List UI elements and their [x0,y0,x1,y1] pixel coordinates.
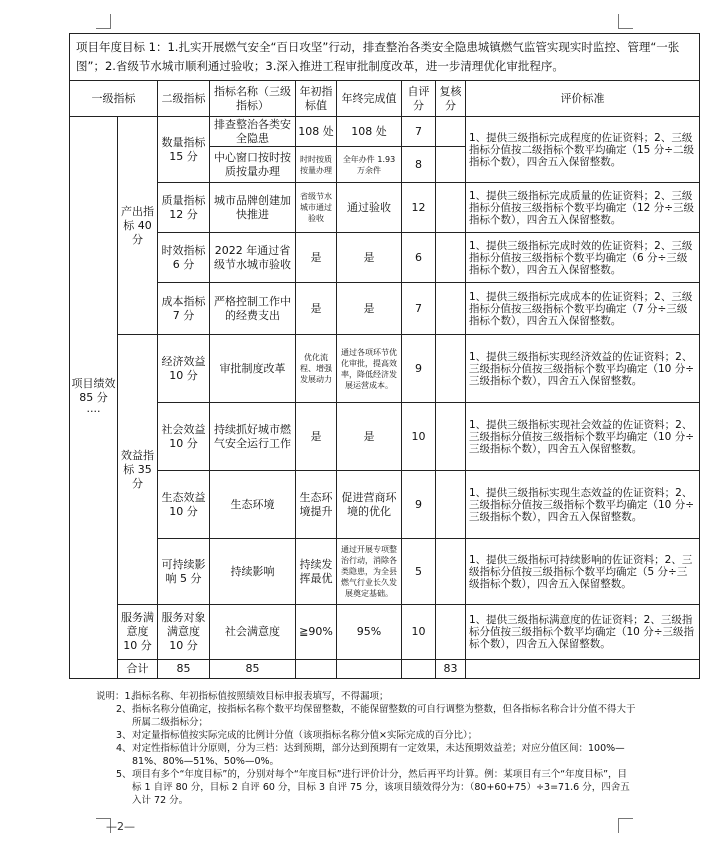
final-value: 95% [337,605,402,660]
level3-name: 社会满意度 [210,605,296,660]
level2-sustainable: 可持续影响 5 分 [158,539,210,605]
note-item: 2、 指标名称分值确定，按指标名称个数平均保留整数，不能保留整数的可自行调整为整数，但各指标名称合计分值不得大于所属二级指标分； [116,704,636,728]
initial-value: 省级节水城市通过验收 [296,183,337,233]
final-value: 全年办件 1.93 万余件 [337,147,402,183]
initial-value: 生态环境提升 [296,471,337,539]
self-score: 10 [402,605,436,660]
note-item: 3、 对定量指标值按实际完成的比例计分值（该项指标名称分值×实际完成的百分比）； [116,730,478,741]
level2-timeliness: 时效指标 6 分 [158,233,210,283]
final-value: 是 [337,403,402,471]
evaluation-standard: 1、提供三级指标实现经济效益的佐证资料；2、三级指标分值按三级指标个数平均确定（10 分÷三级指标个数），四舍五入保留整数。 [466,335,700,403]
performance-table [69,33,700,679]
total-final [402,660,436,679]
level3-name: 持续影响 [210,539,296,605]
initial-value: 是 [296,283,337,335]
header-level1: 一级指标 [70,81,158,117]
total-self-score: 83 [436,660,466,679]
final-value: 通过各项环节优化审批，提高效率，降低经济发展运营成本。 [337,335,402,403]
review-score [436,183,466,233]
total-level1: 85 [158,660,210,679]
initial-value: 是 [296,403,337,471]
self-score: 10 [402,403,436,471]
final-value: 促进营商环境的优化 [337,471,402,539]
initial-value: 108 处 [296,117,337,147]
self-score: 8 [402,147,436,183]
level2-quality: 质量指标 12 分 [158,183,210,233]
evaluation-standard: 1、提供三级指标完成质量的佐证资料；2、三级指标分值按三级指标个数平均确定（12 分÷三级指标个数），四舍五入保留整数。 [466,183,700,233]
review-score [436,403,466,471]
crop-mark-bottom-right [618,818,633,833]
evaluation-standard: 1、提供三级指标实现生态效益的佐证资料；2、三级指标分值按三级指标个数平均确定（10 分÷三级指标个数），四舍五入保留整数。 [466,471,700,539]
header-self-score: 自评分 [402,81,436,117]
level3-name: 2022 年通过省级节水城市验收 [210,233,296,283]
level3-name: 城市品牌创建加快推进 [210,183,296,233]
level2-cost: 成本指标 7 分 [158,283,210,335]
notes-section [96,690,636,807]
initial-value: ≧90% [296,605,337,660]
level2-ecological: 生态效益 10 分 [158,471,210,539]
final-value: 108 处 [337,117,402,147]
evaluation-standard: 1、提供三级指标完成程度的佐证资料；2、三级指标分值按二级指标个数平均确定（15 分÷二级指标个数），四舍五入保留整数。 [466,117,700,183]
self-score: 7 [402,117,436,147]
initial-value: 是 [296,233,337,283]
review-score [436,605,466,660]
year-goal: 项目年度目标 1：1.扎实开展燃气安全“百日攻坚”行动，排查整治各类安全隐患城镇燃气监管实现实时监控、管理“一张图”；2.省级节水城市顺利通过验收；3.深入推进工程审批制度改革，进一步清理优化审批程序。 [70,34,700,81]
level1-output: 产出指标 40 分 [118,117,158,335]
evaluation-standard: 1、提供三级指标完成成本的佐证资料；2、三级指标分值按三级指标个数平均确定（7 分÷三级指标个数），四舍五入保留整数。 [466,283,700,335]
review-score [436,233,466,283]
header-final: 年终完成值 [337,81,402,117]
final-value: 通过开展专项整治行动，消除各类隐患，为全县燃气行业长久发展奠定基础。 [337,539,402,605]
final-value: 通过验收 [337,183,402,233]
note-item: 4、 对定性指标值计分原则，分为三档：达到预期，部分达到预期有一定效果，未达预期效益差；对应分值区间：100%—81%、80%—51%、50%—0%。 [116,743,625,767]
evaluation-standard: 1、提供三级指标可持续影响的佐证资料；2、三级指标分值按三级指标个数平均确定（5 分÷三级指标个数），四舍五入保留整数。 [466,539,700,605]
level1-satisfaction: 服务满意度 10 分 [118,605,158,660]
initial-value: 持续发挥最优 [296,539,337,605]
level2-quantity: 数量指标 15 分 [158,117,210,183]
evaluation-standard: 1、提供三级指标完成时效的佐证资料；2、三级指标分值按三级指标个数平均确定（6 分÷三级指标个数），四舍五入保留整数。 [466,233,700,283]
group-project-performance: 项目绩效 85 分 ···· [70,117,118,679]
header-standard: 评价标准 [466,81,700,117]
note-item: 5、 项目有多个“年度目标”的，分别对每个“年度目标”进行评价计分，然后再平均计算。例：某项目有三个“年度目标”，目标 1 自评 80 分，目标 2 自评 60 分，目标 3 自评 75 分，该项目绩效得分为：（80+60+75）÷3=71.6 分，四舍五入计 72 分。 [116,769,630,806]
level2-economic: 经济效益 10 分 [158,335,210,403]
header-level2: 二级指标 [158,81,210,117]
header-initial: 年初指标值 [296,81,337,117]
page-number: —2— [106,820,135,833]
review-score [436,117,466,147]
evaluation-standard: 1、提供三级指标实现社会效益的佐证资料；2、三级指标分值按三级指标个数平均确定（10 分÷三级指标个数），四舍五入保留整数。 [466,403,700,471]
note-item: 说明：1、 指标名称、年初指标值按照绩效目标申报表填写，不得漏项； [96,691,389,702]
evaluation-standard: 1、提供三级指标满意度的佐证资料；2、三级指标分值按三级指标个数平均确定（10 分÷三级指标个数），四舍五入保留整数。 [466,605,700,660]
total-label: 合计 [118,660,158,679]
review-score [436,539,466,605]
level2-social: 社会效益 10 分 [158,403,210,471]
level3-name: 生态环境 [210,471,296,539]
self-score: 9 [402,471,436,539]
review-score [436,471,466,539]
crop-mark-top-right [618,14,633,29]
review-score [436,147,466,183]
final-value: 是 [337,233,402,283]
initial-value: 时时按质按量办理 [296,147,337,183]
header-level3: 指标名称（三级指标） [210,81,296,117]
self-score: 7 [402,283,436,335]
initial-value: 优化流程、增强发展动力 [296,335,337,403]
total-level3 [296,660,337,679]
review-score [436,335,466,403]
level2-satisfaction: 服务对象满意度 10 分 [158,605,210,660]
level3-name: 严格控制工作中的经费支出 [210,283,296,335]
level3-name: 审批制度改革 [210,335,296,403]
crop-mark-top-left [96,14,111,29]
self-score: 5 [402,539,436,605]
self-score: 6 [402,233,436,283]
level3-name: 中心窗口按时按质按量办理 [210,147,296,183]
review-score [436,283,466,335]
total-review-score [466,660,700,679]
self-score: 9 [402,335,436,403]
total-initial [337,660,402,679]
level1-benefit: 效益指标 35 分 [118,335,158,605]
final-value: 是 [337,283,402,335]
self-score: 12 [402,183,436,233]
total-level2: 85 [210,660,296,679]
header-review-score: 复核分 [436,81,466,117]
level3-name: 持续抓好城市燃气安全运行工作 [210,403,296,471]
level3-name: 排查整治各类安全隐患 [210,117,296,147]
